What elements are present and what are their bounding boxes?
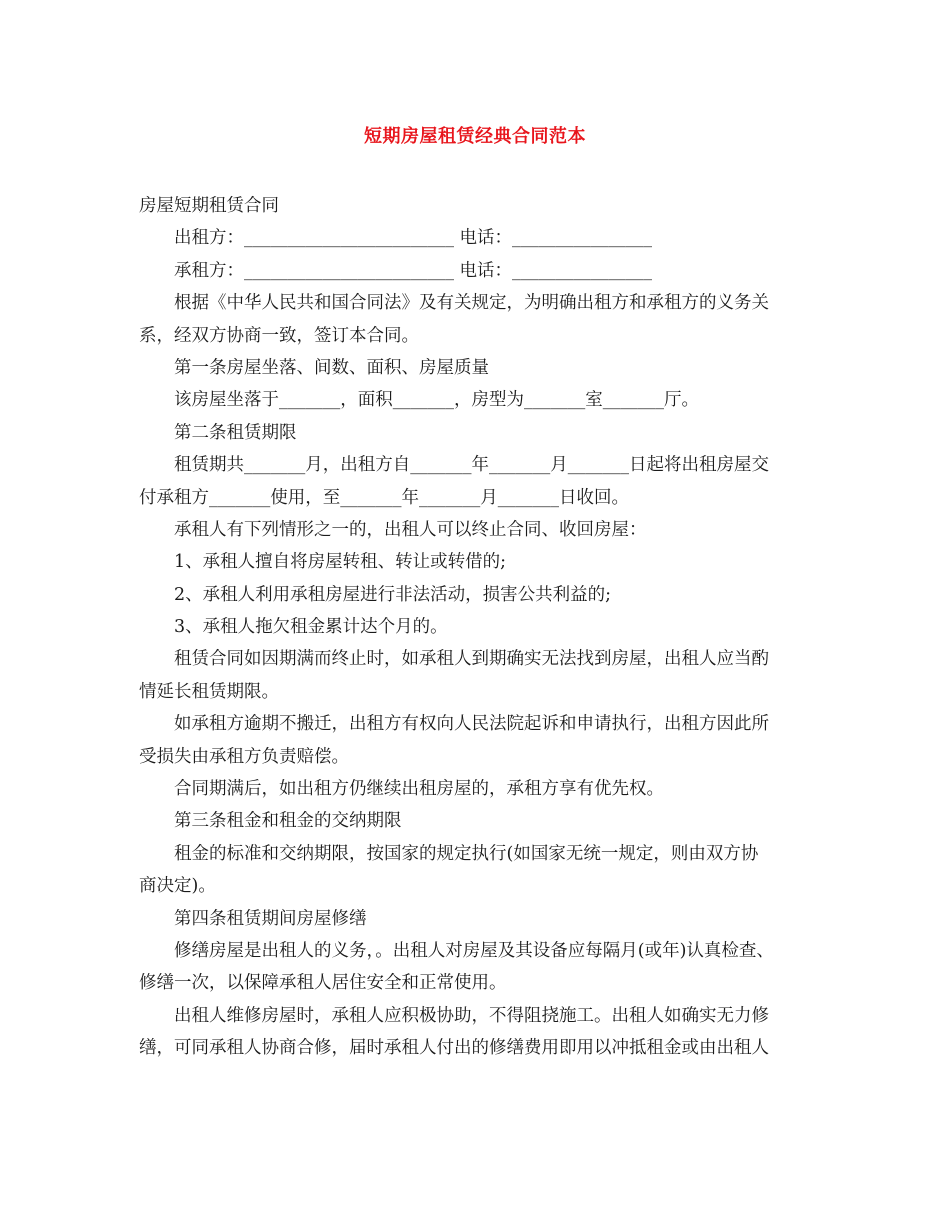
- document-line: 该房屋坐落于_______，面积_______，房型为_______室_______厅。: [174, 390, 699, 411]
- document-line: 第三条租金和租金的交纳期限: [174, 811, 402, 832]
- document-line: 1、承租人擅自将房屋转租、转让或转借的;: [174, 552, 507, 573]
- document-line: 合同期满后，如出租方仍继续出租房屋的，承租方享有优先权。: [174, 779, 664, 800]
- document-line: 承租方：________________________ 电话：________________: [174, 260, 653, 281]
- document-line: 租赁合同如因期满而终止时，如承租人到期确实无法找到房屋，出租人应当酌: [174, 649, 769, 670]
- document-line: 如承租方逾期不搬迁，出租方有权向人民法院起诉和申请执行，出租方因此所: [174, 714, 769, 735]
- document-line: 租金的标准和交纳期限，按国家的规定执行(如国家无统一规定，则由双方协: [174, 843, 759, 864]
- document-line: 出租方：________________________ 电话：________________: [174, 228, 653, 249]
- document-line: 第一条房屋坐落、间数、面积、房屋质量: [174, 357, 489, 378]
- document-line: 第二条租赁期限: [174, 422, 297, 443]
- document-title: 短期房屋租赁经典合同范本: [364, 126, 586, 147]
- document-line: 第四条租赁期间房屋修缮: [174, 908, 367, 929]
- document-line: 3、承租人拖欠租金累计达个月的。: [174, 617, 448, 638]
- document-line: 商决定)。: [139, 876, 216, 897]
- document-line: 受损失由承租方负责赔偿。: [139, 746, 349, 767]
- document-line: 情延长租赁期限。: [139, 681, 279, 702]
- document-line: 缮，可同承租人协商合修，届时承租人付出的修缮费用即用以冲抵租金或由出租人: [139, 1038, 769, 1059]
- document-line: 出租人维修房屋时，承租人应积极协助，不得阻挠施工。出租人如确实无力修: [174, 1005, 769, 1026]
- document-line: 修缮一次，以保障承租人居住安全和正常使用。: [139, 973, 507, 994]
- document-body: [139, 190, 819, 1065]
- document-line: 承租人有下列情形之一的，出租人可以终止合同、收回房屋：: [174, 519, 647, 540]
- document-line: 租赁期共_______月，出租方自_______年_______月_______日起将出租房屋交: [174, 455, 769, 476]
- document-line: 2、承租人利用承租房屋进行非法活动，损害公共利益的;: [174, 584, 612, 605]
- document-line: 系，经双方协商一致，签订本合同。: [139, 325, 419, 346]
- document-line: 付承租方_______使用，至_______年_______月_______日收回。: [139, 487, 629, 508]
- document-line: 根据《中华人民共和国合同法》及有关规定，为明确出租方和承租方的义务关: [174, 293, 769, 314]
- document-line: 房屋短期租赁合同: [139, 196, 279, 216]
- document-line: 修缮房屋是出租人的义务，。出租人对房屋及其设备应每隔月(或年)认真检查、: [174, 940, 774, 961]
